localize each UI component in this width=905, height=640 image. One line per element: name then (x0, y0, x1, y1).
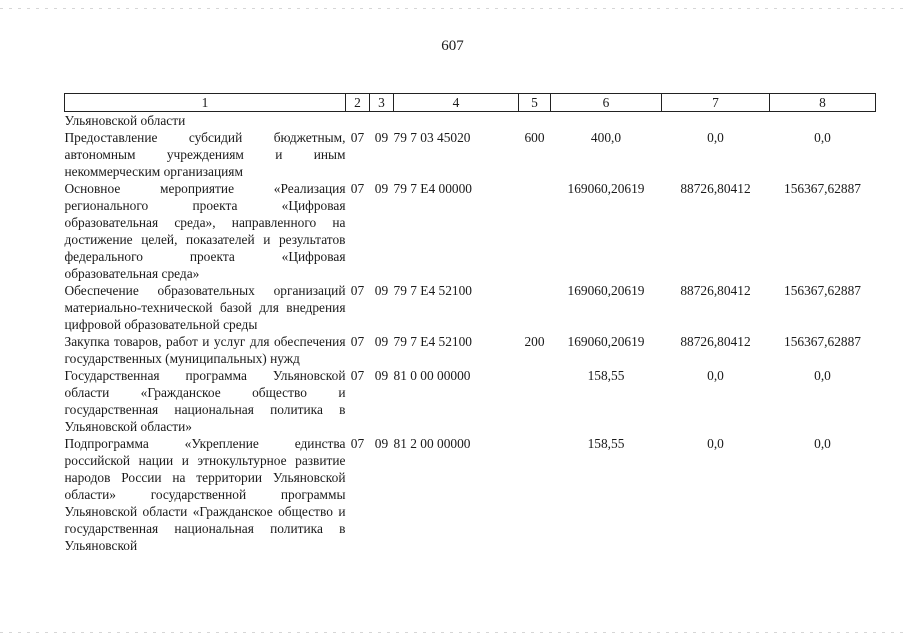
row-value-1: 158,55 (587, 436, 625, 451)
row-subsection: 09 (374, 334, 389, 349)
column-header: 8 (770, 94, 876, 112)
row-expense-type (519, 367, 551, 435)
row-value-2: 88726,80412 (680, 283, 751, 298)
column-header: 5 (519, 94, 551, 112)
table-row (65, 435, 876, 554)
row-value-2 (662, 112, 770, 130)
row-value-3: 156367,62887 (784, 181, 861, 196)
column-header: 4 (394, 94, 519, 112)
row-value-3: 0,0 (814, 436, 831, 451)
row-section: 07 (350, 436, 365, 451)
row-value-1: 158,55 (587, 368, 625, 383)
table-row (65, 333, 876, 367)
row-expense-type: 200 (524, 334, 545, 349)
row-section: 07 (350, 181, 365, 196)
row-target-article (394, 112, 519, 130)
column-header: 3 (370, 94, 394, 112)
row-name: Предоставление субсидий бюджетным, автономным учреждениям и иным некоммерческим организациям (64, 130, 346, 179)
row-value-1 (551, 112, 662, 130)
row-target-article: 79 7 03 45020 (393, 130, 471, 145)
row-expense-type (519, 282, 551, 333)
row-target-article: 81 0 00 00000 (393, 368, 471, 383)
row-target-article: 79 7 E4 52100 (393, 334, 472, 349)
table-row (65, 180, 876, 282)
row-expense-type (519, 112, 551, 130)
table-header-row (65, 94, 876, 112)
row-subsection: 09 (374, 130, 389, 145)
row-name: Ульяновской области (64, 113, 186, 128)
table-row (65, 112, 876, 130)
row-target-article: 79 7 E4 00000 (393, 181, 472, 196)
budget-table (64, 93, 876, 554)
row-value-3: 0,0 (814, 130, 831, 145)
row-section: 07 (350, 130, 365, 145)
row-subsection: 09 (374, 181, 389, 196)
row-value-2: 0,0 (707, 436, 724, 451)
row-target-article: 79 7 E4 52100 (393, 283, 472, 298)
row-section: 07 (350, 283, 365, 298)
row-section (346, 112, 370, 130)
row-value-1: 169060,20619 (567, 283, 645, 298)
row-name: Подпрограмма «Укрепление единства российской нации и этнокультурное развитие народов России на территории Ульяновской области» государственной программы Ульяновской области «Гражданское общество и государственная национальная политика в Ульяновской (64, 436, 346, 553)
row-value-2: 0,0 (707, 130, 724, 145)
row-name: Государственная программа Ульяновской области «Гражданское общество и государственная национальная политика в Ульяновской области» (64, 368, 346, 434)
row-subsection: 09 (374, 368, 389, 383)
row-value-2: 88726,80412 (680, 181, 751, 196)
row-section: 07 (350, 334, 365, 349)
row-value-3 (770, 112, 876, 130)
table-row (65, 282, 876, 333)
row-section: 07 (350, 368, 365, 383)
row-value-2: 0,0 (707, 368, 724, 383)
scan-artifact-top (0, 8, 905, 9)
page-number: 607 (441, 38, 464, 54)
table-row (65, 367, 876, 435)
row-value-1: 400,0 (590, 130, 622, 145)
row-name: Основное мероприятие «Реализация регионального проекта «Цифровая образовательная среда», направленного на достижение целей, показателей и результатов федерального проекта «Цифровая образовательная среда» (64, 181, 346, 281)
table-row (65, 129, 876, 180)
row-value-3: 156367,62887 (784, 283, 861, 298)
row-value-1: 169060,20619 (567, 181, 645, 196)
row-subsection: 09 (374, 436, 389, 451)
row-target-article: 81 2 00 00000 (393, 436, 471, 451)
row-name: Обеспечение образовательных организаций материально-технической базой для внедрения цифровой образовательной среды (64, 283, 346, 332)
row-expense-type (519, 435, 551, 554)
row-value-2: 88726,80412 (680, 334, 751, 349)
row-value-1: 169060,20619 (567, 334, 645, 349)
row-expense-type: 600 (524, 130, 545, 145)
column-header: 7 (662, 94, 770, 112)
row-name: Закупка товаров, работ и услуг для обеспечения государственных (муниципальных) нужд (64, 334, 346, 366)
row-expense-type (519, 180, 551, 282)
row-value-3: 156367,62887 (784, 334, 861, 349)
row-value-3: 0,0 (814, 368, 831, 383)
column-header: 6 (551, 94, 662, 112)
row-subsection (370, 112, 394, 130)
column-header: 2 (346, 94, 370, 112)
scan-artifact-bottom (0, 632, 905, 633)
column-header: 1 (65, 94, 346, 112)
row-subsection: 09 (374, 283, 389, 298)
